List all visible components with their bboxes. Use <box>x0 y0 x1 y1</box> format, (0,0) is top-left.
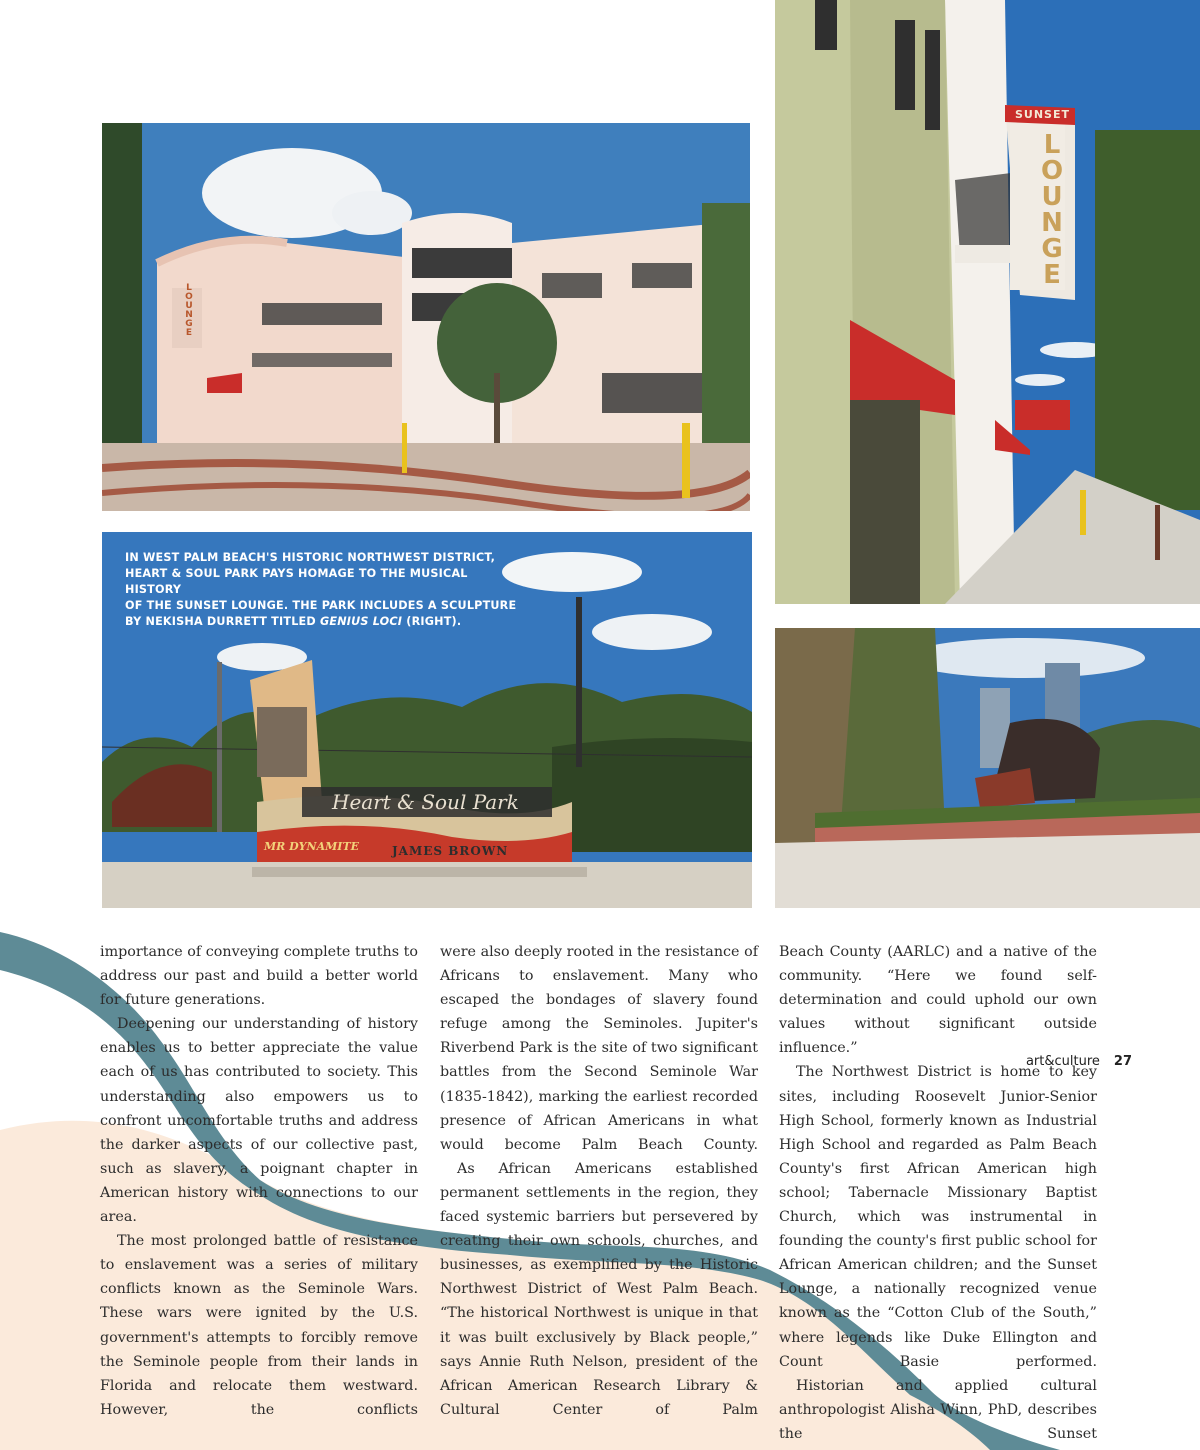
article-paragraph: importance of conveying complete truths to address our past and build a better world for future generations. <box>100 944 418 1009</box>
article-paragraph: As African Americans established permanent settlements in the region, they faced systemic barriers but persevered by creating their own schools, churches, and businesses, as exemplified by the Historic Northwest District of West Palm Beach. “The historical Northwest is unique in that it was built exclusively by Black people,” says Annie Ruth Nelson, president of the African American Research Library & Cultural Center of Palm <box>440 1160 758 1418</box>
park-sign-text: Heart & Soul Park <box>332 790 519 814</box>
sunset-lounge-facade-photo <box>775 0 1200 604</box>
sunset-sign-text: SUNSET <box>1015 108 1071 121</box>
caption-text: (RIGHT). <box>402 615 462 628</box>
caption-artwork-title: GENIUS LOCI <box>319 615 403 628</box>
article-paragraph: Beach County (AARLC) and a native of the community. “Here we found self-determination and could uphold our own values without significant outside influence.” <box>779 944 1097 1057</box>
article-column-3 <box>779 940 1097 1446</box>
caption-text: BY NEKISHA DURRETT TITLED <box>125 615 320 628</box>
lounge-vertical-sign: LOUNGE <box>184 283 194 337</box>
article-column-1 <box>100 940 418 1422</box>
mr-dynamite-sign-text: MR DYNAMITE <box>264 840 360 853</box>
article-paragraph: The most prolonged battle of resistance to enslavement was a series of military conflicts known as the Seminole Wars. These wars were ignited by the U.S. government's attempts to forcibly remove the Seminole people from their lands in Florida and relocate them westward. However, the conflicts <box>100 1233 418 1418</box>
article-column-2 <box>440 940 758 1422</box>
photo-caption <box>125 550 525 630</box>
article-paragraph: The Northwest District is home to key sites, including Roosevelt Junior-Senior High School, formerly known as Industrial High School and regarded as Palm Beach County's first African American high school; Tabernacle Missionary Baptist Church, which was instrumental in founding the county's first public school for African American children; and the Sunset Lounge, a nationally recognized venue known as the “Cotton Club of the South,” where legends like Duke Ellington and Count Basie performed. <box>779 1064 1097 1370</box>
section-name: art&culture <box>1025 1054 1100 1069</box>
article-paragraph: were also deeply rooted in the resistance of Africans to enslavement. Many who escaped the bondages of slavery found refuge among the Seminoles. Jupiter's Riverbend Park is the site of two significant battles from the Second Seminole War (1835-1842), marking the earliest recorded presence of African Americans in what would become Palm Beach County. <box>440 944 758 1153</box>
sunset-lounge-building-photo <box>102 123 750 511</box>
caption-line: OF THE SUNSET LOUNGE. THE PARK INCLUDES A SCULPTURE <box>125 599 517 612</box>
page-number: 27 <box>1113 1054 1132 1069</box>
page-footer <box>1026 1054 1132 1069</box>
james-brown-sign-text: JAMES BROWN <box>392 844 509 858</box>
lounge-sign-text: LOUNGE <box>1037 130 1067 286</box>
caption-line <box>125 614 525 630</box>
caption-line: IN WEST PALM BEACH'S HISTORIC NORTHWEST DISTRICT, <box>125 551 496 564</box>
genius-loci-sculpture-photo <box>775 628 1200 908</box>
article-paragraph: Historian and applied cultural anthropologist Alisha Winn, PhD, describes the Sunset <box>779 1377 1097 1442</box>
caption-line: HEART & SOUL PARK PAYS HOMAGE TO THE MUSICAL HISTORY <box>125 567 468 596</box>
article-paragraph: Deepening our understanding of history enables us to better appreciate the value each of us has contributed to society. This understanding also empowers us to confront uncomfortable truths and address the darker aspects of our collective past, such as slavery, a poignant chapter in American history with connections to our area. <box>100 1016 418 1226</box>
